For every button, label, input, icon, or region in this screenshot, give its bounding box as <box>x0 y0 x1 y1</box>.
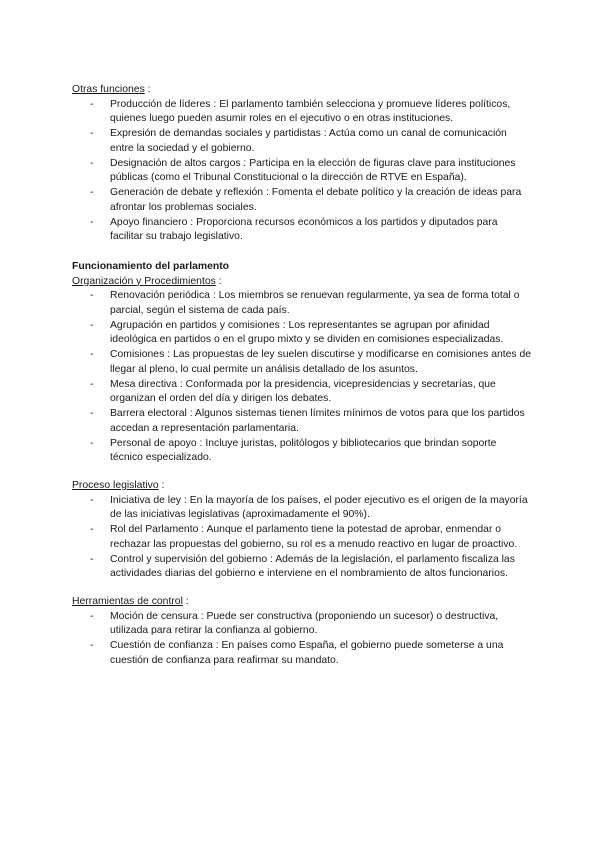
dash-bullet: - <box>90 319 94 331</box>
list-item: - Moción de censura : Puede ser constructiva (proponiendo un sucesor) o destructiva, utilizada para retirar la confianza al gobierno. <box>90 610 499 637</box>
bullet-list <box>72 494 532 582</box>
item-desc: El parlamento también selecciona y promueve líderes políticos, quienes luego pueden asumir roles en el ejecutivo o en otras instituciones. <box>110 98 511 125</box>
section-title: Funcionamiento del parlamento <box>72 261 230 273</box>
list-item: - Control y supervisión del gobierno : Además de la legislación, el parlamento fiscaliza las actividades diarias del gobierno e interviene en el nombramiento de altos funcionarios. <box>90 553 515 580</box>
section-funcionamiento <box>72 260 532 466</box>
list-item: - Barrera electoral : Algunos sistemas tienen límites mínimos de votos para que los partidos accedan a representación parlamentaria. <box>90 408 525 434</box>
section-proceso-legislativo <box>72 479 532 582</box>
dash-bullet: - <box>90 157 94 169</box>
dash-bullet: - <box>90 640 94 652</box>
item-desc: Fomenta el debate político y la creación de ideas para afrontar los problemas sociales. <box>110 187 522 213</box>
item-desc: Algunos sistemas tienen límites mínimos de votos para que los partidos accedan a representación parlamentaria. <box>110 408 525 434</box>
section-herramientas-de-control <box>72 595 532 668</box>
item-term: Control y supervisión del gobierno <box>110 553 268 565</box>
item-term: Expresión de demandas sociales y partidistas <box>110 128 321 140</box>
item-term: Rol del Parlamento <box>110 524 199 536</box>
bullet-list <box>72 610 532 669</box>
item-term: Renovación periódica <box>110 290 210 302</box>
section-heading: Proceso legislativo : <box>72 480 165 492</box>
list-item: - Generación de debate y reflexión : Fomenta el debate político y la creación de ideas para afrontar los problemas sociales. <box>90 187 522 213</box>
item-term: Producción de líderes <box>110 98 211 110</box>
item-desc: Los representantes se agrupan por afinidad ideológica en partidos o en el grupo mixto y se dividen en comisiones especializadas. <box>110 319 504 346</box>
item-desc: Conformada por la presidencia, vicepresidencias y secretarías, que organizan el orden del día y dirigen los debates. <box>110 378 496 405</box>
item-desc: Las propuestas de ley suelen discutirse y modificarse en comisiones antes de llegar al pleno, lo cual permite un análisis detallado de los asuntos. <box>110 349 532 375</box>
list-item: - Comisiones : Las propuestas de ley suelen discutirse y modificarse en comisiones antes de llegar al pleno, lo cual permite un análisis detallado de los asuntos. <box>90 349 532 375</box>
item-term: Iniciativa de ley <box>110 494 182 506</box>
item-desc: Actúa como un canal de comunicación entre la sociedad y el gobierno. <box>110 128 507 154</box>
list-item: - Renovación periódica : Los miembros se renuevan regularmente, ya sea de forma total o parcial, según el sistema de cada país. <box>90 290 520 316</box>
item-desc: En la mayoría de los países, el poder ejecutivo es el origen de la mayoría de las iniciativas legislativas (aproximadamente el 90%). <box>110 494 528 521</box>
item-term: Comisiones <box>110 349 165 361</box>
dash-bullet: - <box>90 408 94 420</box>
list-item: - Cuestión de confianza : En países como España, el gobierno puede someterse a una cuestión de confianza para reafirmar su mandato. <box>90 640 504 666</box>
item-term: Agrupación en partidos y comisiones <box>110 319 280 331</box>
dash-bullet: - <box>90 437 94 449</box>
list-item: - Mesa directiva : Conformada por la presidencia, vicepresidencias y secretarías, que organizan el orden del día y dirigen los debates. <box>90 378 496 405</box>
dash-bullet: - <box>90 610 94 622</box>
dash-bullet: - <box>90 98 94 110</box>
list-item: - Producción de líderes : El parlamento también selecciona y promueve líderes políticos, quienes luego pueden asumir roles en el ejecutivo o en otras instituciones. <box>90 98 511 125</box>
dash-bullet: - <box>90 216 94 228</box>
dash-bullet: - <box>90 187 94 199</box>
dash-bullet: - <box>90 378 94 390</box>
bullet-list <box>72 289 532 466</box>
dash-bullet: - <box>90 128 94 140</box>
dash-bullet: - <box>90 553 94 565</box>
item-desc: Incluye juristas, politólogos y bibliotecarios que brindan soporte técnico especializado. <box>110 437 497 464</box>
item-desc: Participa en la elección de figuras clave para instituciones públicas (como el Tribunal Constitucional o la dirección de RTVE en España). <box>110 157 516 184</box>
section-otras-funciones <box>72 83 532 245</box>
item-term: Generación de debate y reflexión <box>110 187 264 199</box>
item-term: Barrera electoral <box>110 408 187 420</box>
item-term: Apoyo financiero <box>110 216 188 228</box>
list-item: - Agrupación en partidos y comisiones : Los representantes se agrupan por afinidad ideológica en partidos o en el grupo mixto y se dividen en comisiones especializadas. <box>90 319 504 346</box>
item-term: Cuestión de confianza <box>110 640 213 652</box>
section-heading: Herramientas de control : <box>72 596 189 608</box>
item-desc: Los miembros se renuevan regularmente, ya sea de forma total o parcial, según el sistema de cada país. <box>110 290 520 316</box>
list-item: - Apoyo financiero : Proporciona recursos económicos a los partidos y diputados para facilitar su trabajo legislativo. <box>90 216 498 243</box>
bullet-list <box>72 98 532 245</box>
item-desc: Proporciona recursos económicos a los partidos y diputados para facilitar su trabajo legislativo. <box>110 216 498 243</box>
list-item: - Rol del Parlamento : Aunque el parlamento tiene la potestad de aprobar, enmendar o rechazar las propuestas del gobierno, su rol es a menudo reactivo en lugar de proactivo. <box>90 524 518 550</box>
item-desc: Además de la legislación, el parlamento fiscaliza las actividades diarias del gobierno e interviene en el nombramiento de altos funcionarios. <box>110 553 515 580</box>
list-item: - Iniciativa de ley : En la mayoría de los países, el poder ejecutivo es el origen de la mayoría de las iniciativas legislativas (aproximadamente el 90%). <box>90 494 528 521</box>
item-term: Moción de censura <box>110 610 198 622</box>
dash-bullet: - <box>90 290 94 302</box>
item-term: Personal de apoyo <box>110 437 197 449</box>
dash-bullet: - <box>90 524 94 536</box>
item-term: Designación de altos cargos <box>110 157 241 169</box>
list-item: - Designación de altos cargos : Participa en la elección de figuras clave para instituciones públicas (como el Tribunal Constitucional o la dirección de RTVE en España). <box>90 157 516 184</box>
dash-bullet: - <box>90 494 94 506</box>
section-heading: Organización y Procedimientos : <box>72 275 222 287</box>
section-heading: Otras funciones : <box>72 84 151 95</box>
document-page <box>72 83 532 669</box>
item-desc: Puede ser constructiva (proponiendo un sucesor) o destructiva, utilizada para retirar la confianza al gobierno. <box>110 610 499 637</box>
item-term: Mesa directiva <box>110 378 177 390</box>
list-item: - Personal de apoyo : Incluye juristas, politólogos y bibliotecarios que brindan soporte técnico especializado. <box>90 437 497 464</box>
item-desc: Aunque el parlamento tiene la potestad de aprobar, enmendar o rechazar las propuestas del gobierno, su rol es a menudo reactivo en lugar de proactivo. <box>110 524 518 550</box>
dash-bullet: - <box>90 349 94 361</box>
list-item: - Expresión de demandas sociales y partidistas : Actúa como un canal de comunicación entre la sociedad y el gobierno. <box>90 128 507 154</box>
item-desc: En países como España, el gobierno puede someterse a una cuestión de confianza para reafirmar su mandato. <box>110 640 504 666</box>
